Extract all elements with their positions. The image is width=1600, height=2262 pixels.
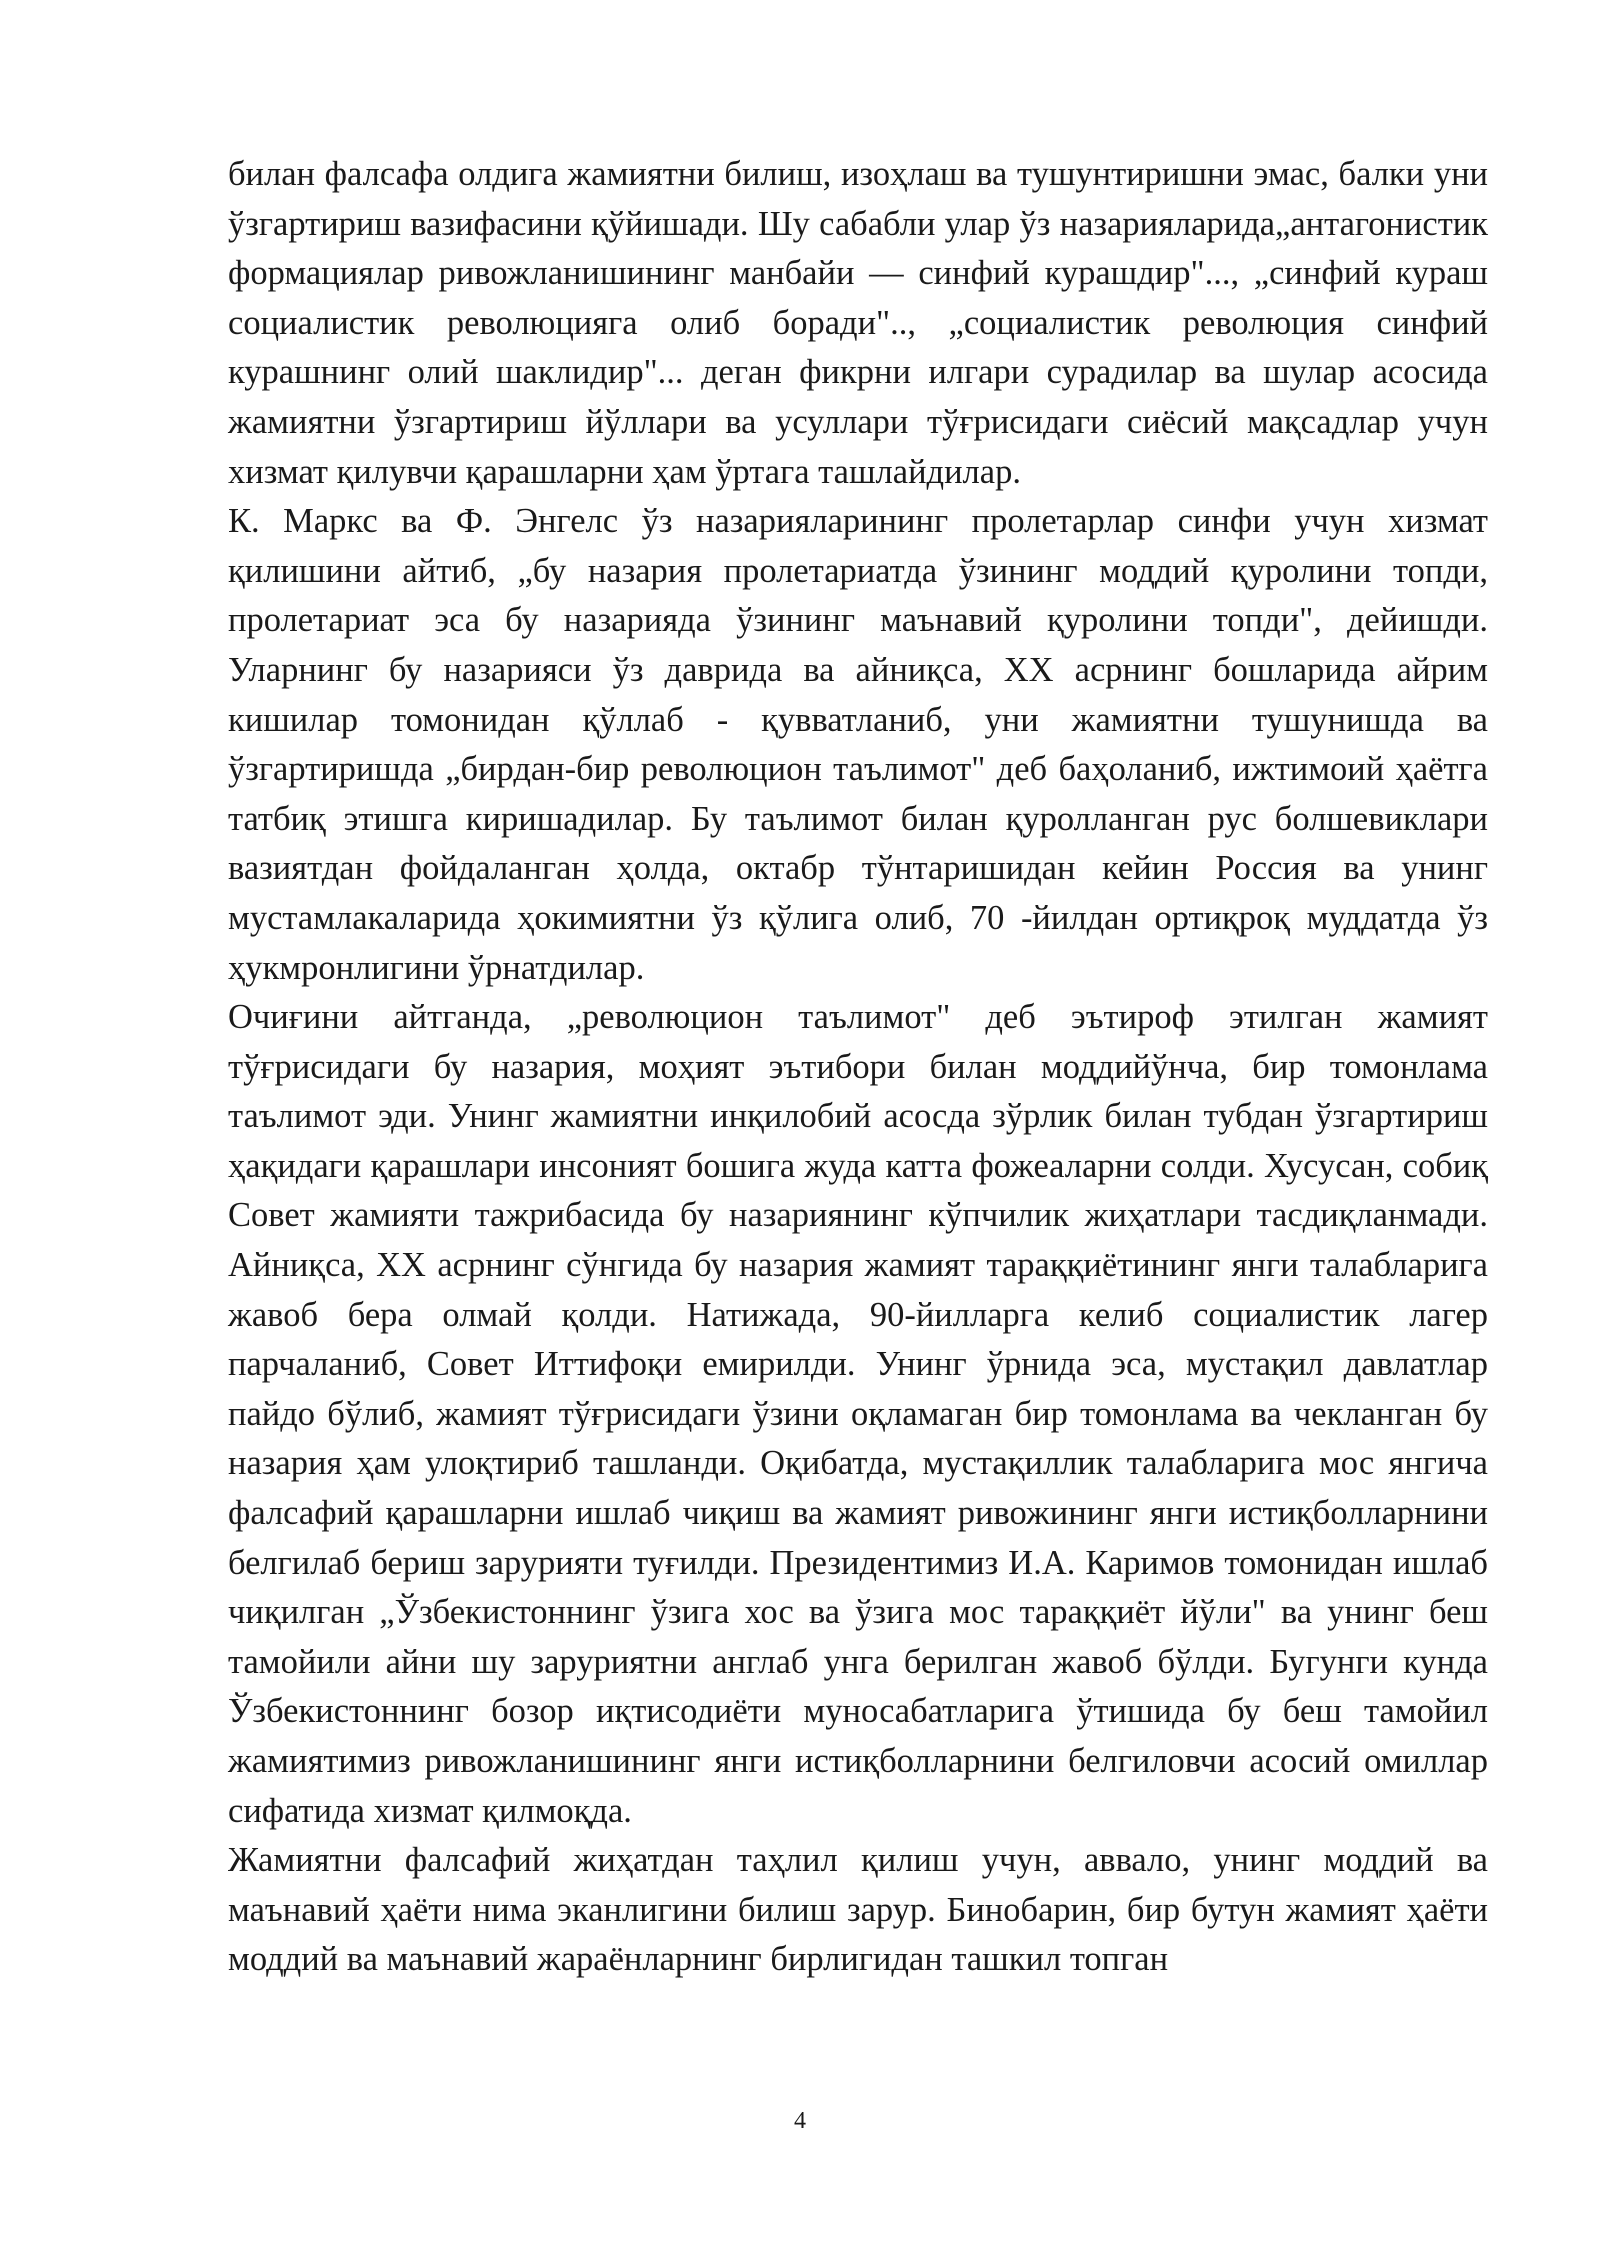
paragraph-3: Очиғини айтганда, „революцион таълимот" деб эътироф этилган жамият тўғрисидаги бу назария, моҳият эътибори билан моддийўнча, бир томонлама таълимот эди. Унинг жамиятни инқилобий асосда зўрлик билан тубдан ўзгартириш ҳақидаги қарашлари инсоният бошига жуда катта фожеаларни солди. Хусусан, собиқ Совет жамияти тажрибасида бу назариянинг кўпчилик жиҳатлари тасдиқланмади. Айниқса, XX асрнинг сўнгида бу назария жамият тараққиётининг янги талабларига жавоб бера олмай қолди. Натижада, 90-йилларга келиб социалистик лагер парчаланиб, Совет Иттифоқи емирилди. Унинг ўрнида эса, мустақил давлатлар пайдо бўлиб, жамият тўғрисидаги ўзини оқламаган бир томонлама ва чекланган бу назария ҳам улоқтириб ташланди. Оқибатда, мустақиллик талабларига мос янгича фалсафий қарашларни ишлаб чиқиш ва жамият ривожининг янги истиқболларнини белгилаб бериш зарурияти туғилди. Президентимиз И.А. Каримов томонидан ишлаб чиқилган „Ўзбекистоннинг ўзига хос ва ўзига мос тараққиёт йўли" ва унинг беш тамойили айни шу заруриятни англаб унга берилган жавоб бўлди. Бугунги кунда Ўзбекистоннинг бозор иқтисодиёти муносабатларига ўтишида бу беш тамойил жамиятимиз ривожланишининг янги истиқболларнини белгиловчи асосий омиллар сифатида хизмат қилмоқда. [228,998,1488,1830]
page-number: 4 [794,2108,806,2134]
body-text [228,150,1488,1985]
paragraph-2: К. Маркс ва Ф. Энгелс ўз назарияларининг пролетарлар синфи учун хизмат қилишини айтиб, „бу назария пролетариатда ўзининг моддий қуролини топди, пролетариат эса бу назарияда ўзининг маънавий қуролини топди", дейишди. Уларнинг бу назарияси ўз даврида ва айниқса, XX асрнинг бошларида айрим кишилар томонидан қўллаб - қувватланиб, уни жамиятни тушунишда ва ўзгартиришда „бирдан-бир революцион таълимот" деб баҳоланиб, ижтимоий ҳаётга татбиқ этишга киришадилар. Бу таълимот билан қуролланган рус болшевиклари вазиятдан фойдаланган ҳолда, октабр тўнтаришидан кейин Россия ва унинг мустамлакаларида ҳокимиятни ўз қўлига олиб, 70 -йилдан ортиқроқ муддатда ўз ҳукмронлигини ўрнатдилар. [228,502,1488,987]
paragraph-1: билан фалсафа олдига жамиятни билиш, изоҳлаш ва тушунтиришни эмас, балки уни ўзгартириш вазифасини қўйишади. Шу сабабли улар ўз назарияларида„антагонистик формациялар ривожланишининг манбайи — синфий курашдир"..., „синфий кураш социалистик революцияга олиб боради".., „социалистик революция синфий курашнинг олий шаклидир"... деган фикрни илгари сурадилар ва шулар асосида жамиятни ўзгартириш йўллари ва усуллари тўғрисидаги сиёсий мақсадлар учун хизмат қилувчи қарашларни ҳам ўртага ташлайдилар. [228,155,1488,491]
paragraph-4: Жамиятни фалсафий жиҳатдан таҳлил қилиш учун, аввало, унинг моддий ва маънавий ҳаёти нима эканлигини билиш зарур. Бинобарин, бир бутун жамият ҳаёти моддий ва маънавий жараёнларнинг бирлигидан ташкил топган [228,1841,1488,1979]
